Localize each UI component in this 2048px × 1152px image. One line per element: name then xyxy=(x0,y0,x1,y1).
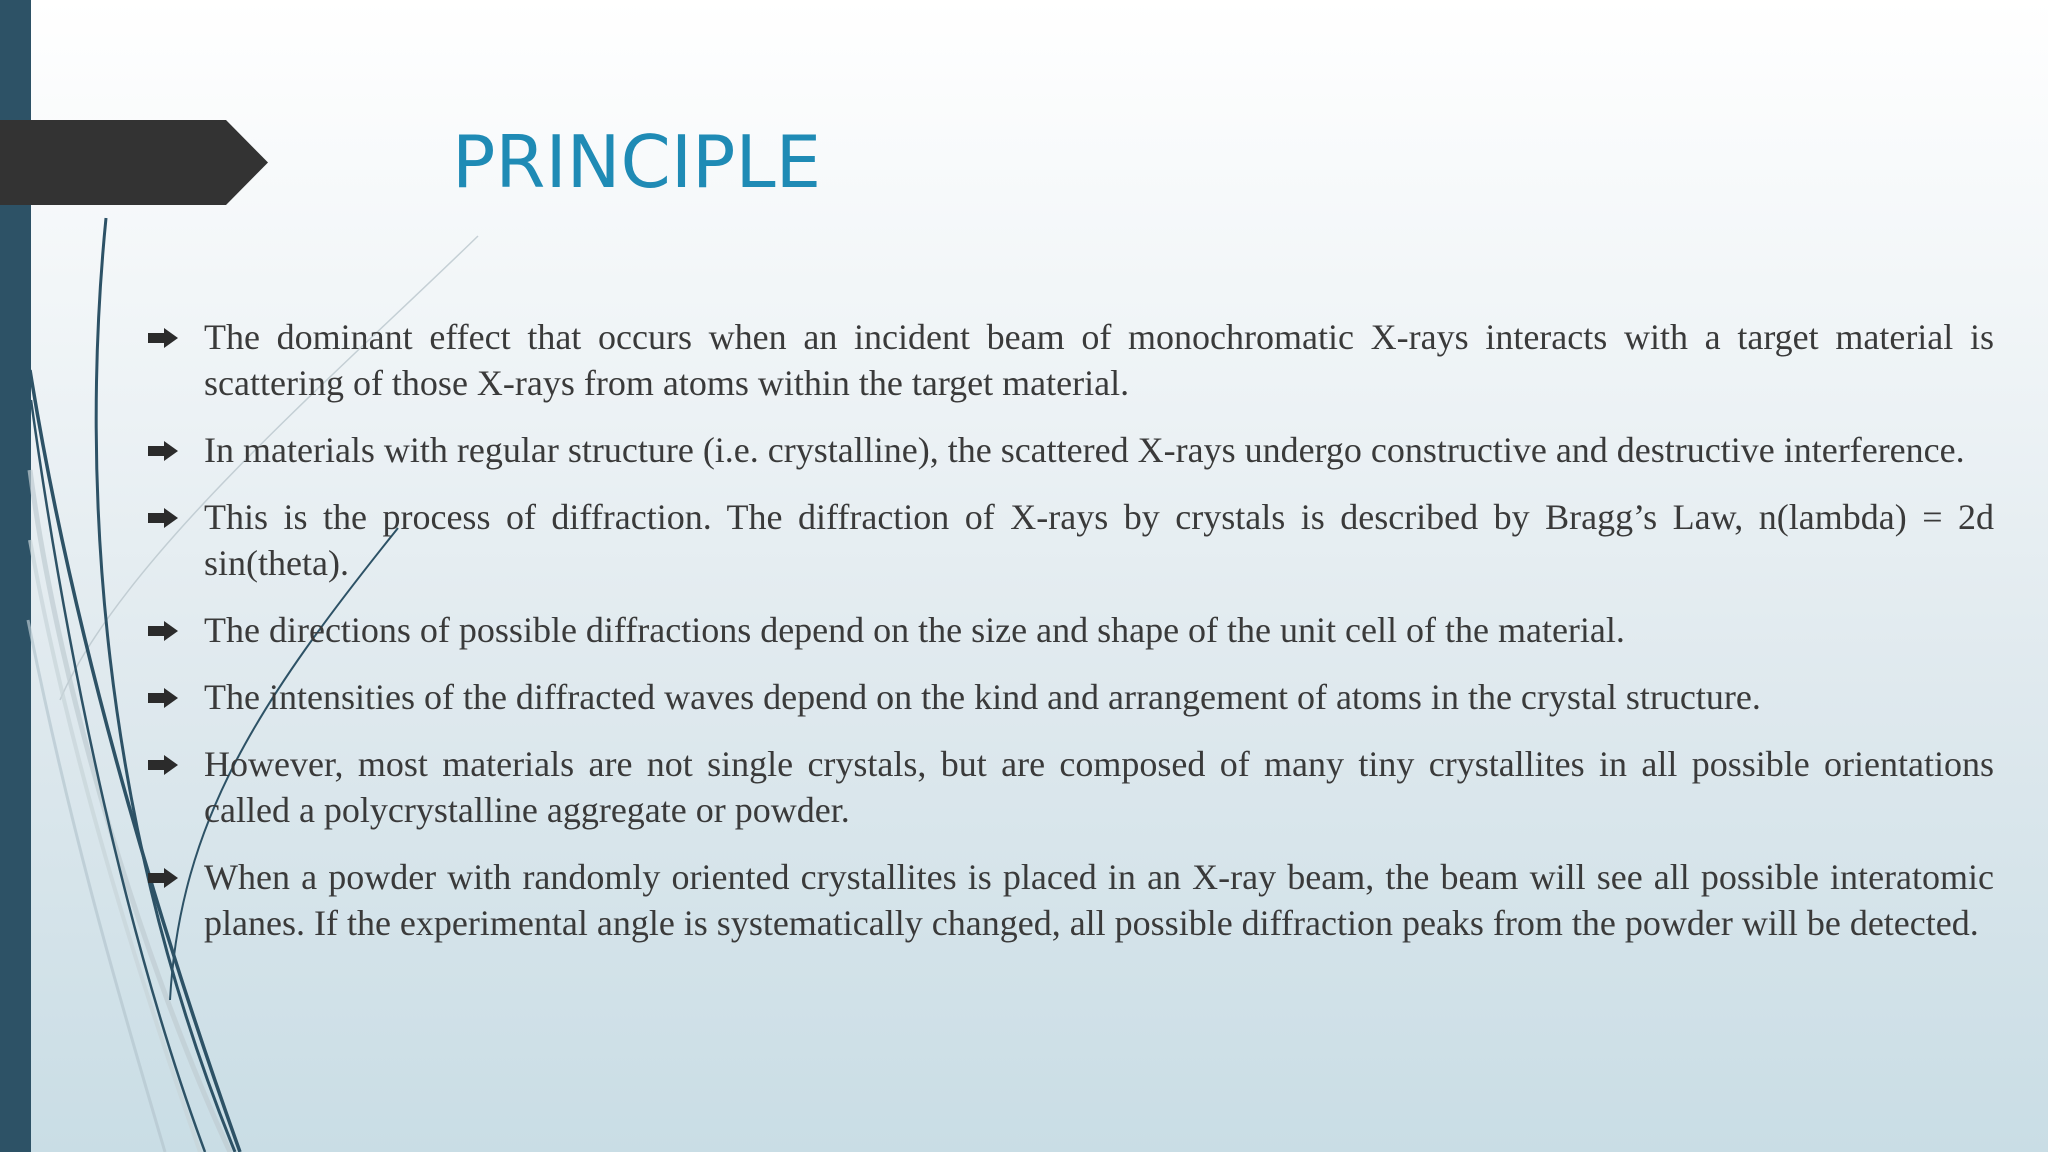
arrow-bullet-icon xyxy=(148,328,178,348)
bullet-text: When a powder with randomly oriented crystallites is placed in an X-ray beam, the beam will see all possible interatomic planes. If the experimental angle is systematically changed, all possible diffraction peaks from the powder will be detected. xyxy=(204,857,1994,943)
arrow-bullet-icon xyxy=(148,621,178,641)
slide-title: PRINCIPLE xyxy=(452,120,822,204)
bullet-text: However, most materials are not single crystals, but are composed of many tiny crystallites in all possible orientations called a polycrystalline aggregate or powder. xyxy=(204,744,1994,830)
arrow-bullet-icon xyxy=(148,688,178,708)
arrow-bullet-icon xyxy=(148,755,178,775)
bullet-item xyxy=(146,314,1994,406)
arrow-bullet-icon xyxy=(148,868,178,888)
bullet-item xyxy=(146,854,1994,946)
title-tab-arrow xyxy=(0,120,268,205)
bullet-item xyxy=(146,741,1994,833)
bullet-item xyxy=(146,494,1994,586)
bullet-item xyxy=(146,607,1994,653)
bullet-item xyxy=(146,674,1994,720)
arrow-bullet-icon xyxy=(148,441,178,461)
bullet-item xyxy=(146,427,1994,473)
bullet-text: The dominant effect that occurs when an incident beam of monochromatic X-rays interacts with a target material is scattering of those X-rays from atoms within the target material. xyxy=(204,317,1994,403)
bullet-text: In materials with regular structure (i.e. crystalline), the scattered X-rays undergo constructive and destructive interference. xyxy=(204,430,1965,470)
bullet-text: The intensities of the diffracted waves depend on the kind and arrangement of atoms in the crystal structure. xyxy=(204,677,1761,717)
arrow-bullet-icon xyxy=(148,508,178,528)
bullet-list xyxy=(146,314,1994,967)
bullet-text: This is the process of diffraction. The diffraction of X-rays by crystals is described by Bragg’s Law, n(lambda) = 2d sin(theta). xyxy=(204,497,1994,583)
bullet-text: The directions of possible diffractions depend on the size and shape of the unit cell of the material. xyxy=(204,610,1625,650)
